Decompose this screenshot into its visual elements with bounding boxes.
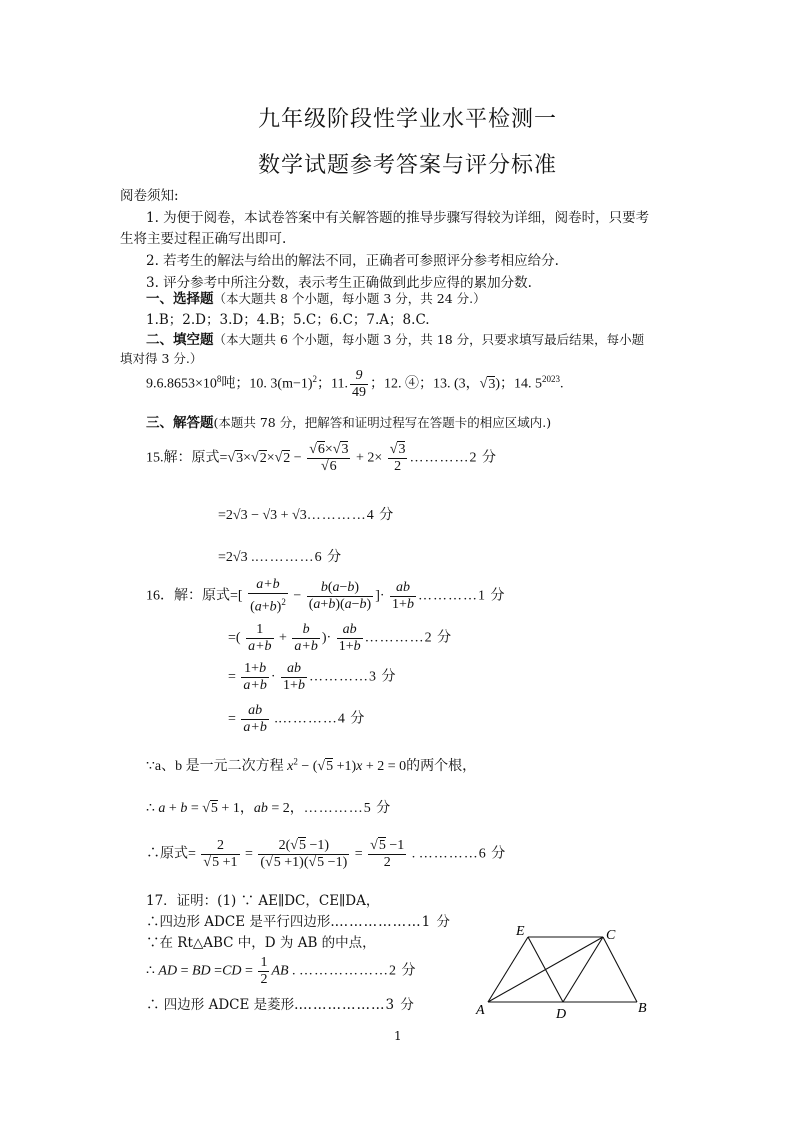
label-d: D xyxy=(556,1007,567,1022)
q15-score-3: …………6 分 xyxy=(254,550,343,565)
segment-cb xyxy=(603,937,637,1002)
q17-line-1: 17．证明：(1) ∵ AE∥DC，CE∥DA， xyxy=(146,893,380,909)
q16-score-3: …………3 分 xyxy=(308,669,397,685)
answer-12-13: ；12. ④；13. (3， xyxy=(370,376,480,392)
notice-item-3: 3. 评分参考中所注分数，表示考生正确做到此步应得的累加分数. xyxy=(146,275,532,291)
section1-label: 一、选择题 xyxy=(146,291,214,307)
q17-line-5: ∴ 四边形 ADCE 是菱形.………………3 分 xyxy=(146,997,415,1013)
q16-therefore-1: ∴ a + b = √5 + 1，ab = 2，…………5 分 xyxy=(146,801,392,816)
label-c: C xyxy=(606,928,616,943)
section3-desc: (本题共 78 分，把解答和证明过程写在答题卡的相应区域内.) xyxy=(213,415,552,430)
section3-header xyxy=(146,411,551,431)
answer-10: 3(m−1) xyxy=(270,376,313,392)
notice-item-1b: 生将主要过程正确写出即可. xyxy=(120,231,287,247)
section2-header xyxy=(146,328,644,348)
label-b: B xyxy=(638,1001,647,1016)
q17-line-3: ∵在 Rt△ABC 中，D 为 AB 的中点， xyxy=(146,935,376,951)
q16-line-1: 16．解：原式=[ $\frac{a+b}{(a+b)^2}$ − $\frac{b(a-b)}{(a+b)(a-b)}$ ]· $\frac{ab}{1+b}$ …………1 分 xyxy=(146,577,506,615)
q15-score-2: …………4 分 xyxy=(306,508,395,523)
q16-line-3: = $\frac{1+b}{a+b}$ · $\frac{ab}{1+b}$ …………3 分 xyxy=(228,661,397,693)
section2-desc-a: （本大题共 6 个小题，每小题 3 分，共 18 分，只要求填写最后结果，每小题 xyxy=(213,332,645,347)
q17-score-1: ………………1 分 xyxy=(334,914,452,930)
section2-label: 二、填空题 xyxy=(146,332,214,348)
q17-line-2: ∴四边形 ADCE 是平行四边形.………………1 分 xyxy=(146,914,452,930)
answer-9-exp: 8 xyxy=(216,374,222,385)
section1-answers: 1.B；2.D；3.D；4.B；5.C；6.C；7.A；8.C. xyxy=(146,312,430,328)
q16-score-4: …………4 分 xyxy=(277,711,366,727)
answer-11-fraction: $\frac{9}{49}$ xyxy=(352,368,366,400)
section1-desc: （本大题共 8 个小题，每小题 3 分，共 24 分.） xyxy=(213,291,486,306)
notice-item-1a: 1. 为便于阅卷，本试卷答案中有关解答题的推导步骤写得较为详细，阅卷时，只要考 xyxy=(146,210,650,226)
q17-score-3: ………………3 分 xyxy=(298,997,415,1013)
section3-label: 三、解答题 xyxy=(146,415,214,431)
answer-10-exp: 2 xyxy=(312,374,318,385)
q16-score-5: …………5 分 xyxy=(303,801,392,816)
answer-9-unit: 吨；10. xyxy=(221,376,267,392)
q16-score-6: …………6 分 xyxy=(418,846,507,862)
segment-ae xyxy=(488,937,528,1002)
q17-line-4: ∴ AD = BD =CD = $\frac{1}{2}$ AB . ………………2 分 xyxy=(146,955,417,987)
q16-because: ∵a、b 是一元二次方程 $x^2 - (√5 +1)x + 2 = 0$的两个根， xyxy=(146,756,477,774)
q16-score-2: …………2 分 xyxy=(364,630,453,646)
answer-14-exp: 2023 xyxy=(542,374,561,385)
q16-therefore-2: ∴原式= $\frac{2}{√5 +1}$ = $\frac{2(√5 -1)}{(√5 +1)(√5 -1)}$ = $\frac{√5 -1}{2}$ . …………6 分 xyxy=(146,838,507,870)
answer-13-radicand: 3 xyxy=(488,376,496,392)
q16-line-4: = $\frac{ab}{a+b}$ .…………4 分 xyxy=(228,703,366,735)
q16-line-2: =( $\frac{1}{a+b}$ + $\frac{b}{a+b}$ )· $\frac{ab}{1+b}$ …………2 分 xyxy=(228,622,453,654)
segment-dc xyxy=(563,937,603,1002)
q15-line-3 xyxy=(218,546,342,566)
section2-answers: $9.6.8653\times 10^8$吨；10. $3(m-1)^2$；11. $\frac{9}{49}$ ；12. ④；13. (3，√3)；14. $5^{2023}$. xyxy=(146,368,564,400)
q17-score-2: ………………2 分 xyxy=(299,963,417,979)
section2-desc-b: 填对得 3 分.） xyxy=(120,351,203,366)
section1-header xyxy=(146,287,486,307)
q15-line-2 xyxy=(218,504,394,524)
title-line-1: 九年级阶段性学业水平检测一 xyxy=(258,107,558,132)
title-line-2: 数学试题参考答案与评分标准 xyxy=(258,153,558,178)
answer-9: 9.6.8653×10 xyxy=(146,376,217,392)
page-number: 1 xyxy=(394,1029,402,1043)
q15-score-1: …………2 分 xyxy=(409,450,497,466)
q15-step-3: =2√3 . xyxy=(218,550,255,565)
notice-heading: 阅卷须知: xyxy=(120,188,179,204)
q16-lead: 16．解：原式= xyxy=(146,588,238,604)
segment-ed xyxy=(528,937,563,1002)
answer-11-prefix: ；11. xyxy=(317,376,348,392)
q15-step-2: =2√3 − √3 + √3 xyxy=(218,508,307,523)
q16-score-1: …………1 分 xyxy=(417,588,506,604)
notice-item-2: 2. 若考生的解法与给出的解法不同，正确者可参照评分参考相应给分. xyxy=(146,253,559,269)
geometry-figure xyxy=(470,920,660,1025)
q15-line-1: 15.解：原式=√3×√2×√2 − $\frac{√6\times√3}{√6}$ + 2× $\frac{√3}{2}$ …………2 分 xyxy=(146,442,497,474)
label-a: A xyxy=(476,1003,485,1018)
answer-14: )；14. 5 xyxy=(495,376,543,392)
q16-because-text: ∵a、b 是一元二次方程 xyxy=(146,759,284,774)
q15-lead: 15.解：原式= xyxy=(146,450,228,466)
label-e: E xyxy=(516,924,525,939)
